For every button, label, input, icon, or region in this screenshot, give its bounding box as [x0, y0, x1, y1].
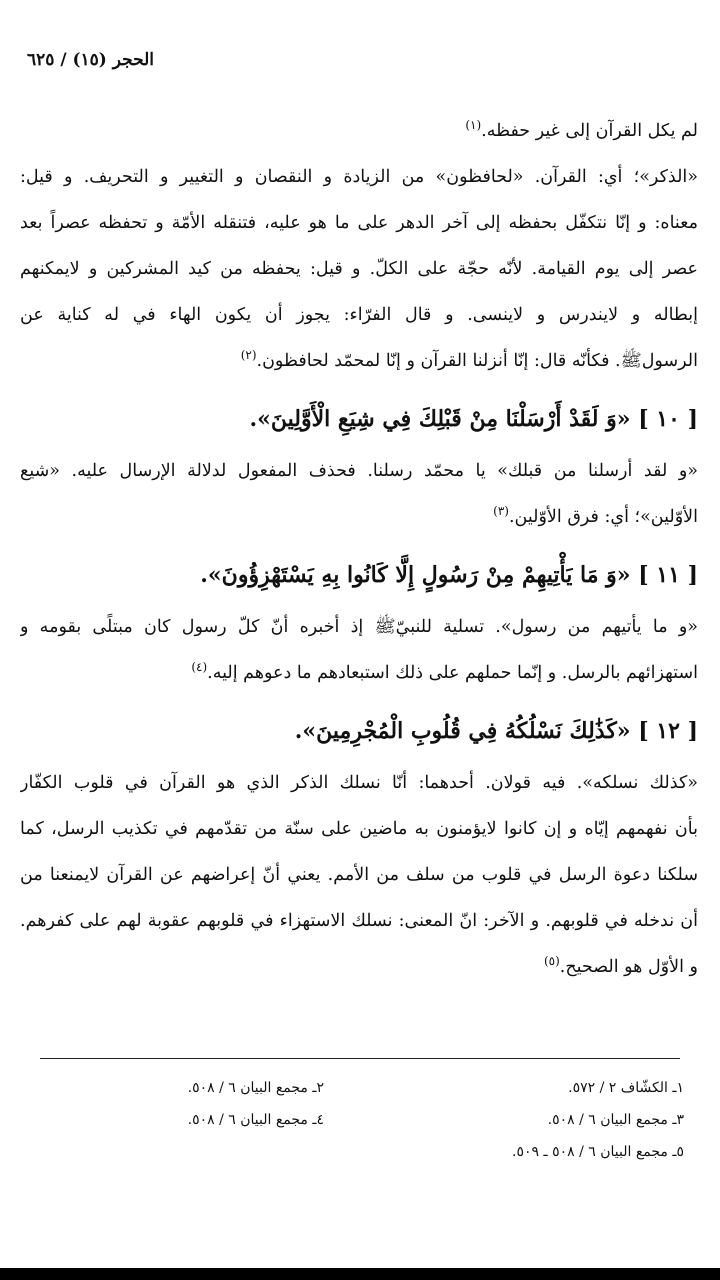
line-text: و الأوّل هو الصحيح. — [559, 957, 698, 977]
footnote-1: ١ـ الكشّاف ٢ / ٥٧٢. — [568, 1080, 684, 1096]
text-line: «الذكر»؛ أي: القرآن. «لحافظون» من الزيادة و النقصان و التغيير و التحريف. و قيل: — [20, 167, 698, 187]
line-text: الرسولﷺ. فكأنّه قال: إنّا أنزلنا القرآن و إنّا لمحمّد لحافظون. — [256, 351, 698, 371]
text-line — [20, 494, 698, 540]
footnotes — [34, 1072, 684, 1168]
text-line: «و لقد أرسلنا من قبلك» يا محمّد رسلنا. فحذف المفعول لدلالة الإرسال عليه. «شيع — [20, 461, 698, 481]
verse-heading-11: [ ١١ ] «وَ مَا يَأْتِيهِمْ مِنْ رَسُولٍ إِلَّا كَانُوا بِهِ يَسْتَهْزِؤُونَ». — [200, 562, 698, 588]
footnote-5: ٥ـ مجمع البيان ٦ / ٥٠٨ ـ ٥٠٩. — [512, 1144, 684, 1160]
footnote-row — [34, 1104, 684, 1136]
text-line: أن ندخله في قلوبهم. و الآخر: انّ المعنى: نسلك الاستهزاء في قلوبهم عقوبة لهم على كفرهم. — [20, 911, 698, 931]
line-text: الأوّلين»؛ أي: فرق الأوّلين. — [508, 507, 698, 527]
text-line: إبطاله و لايندرس و لاينسى. و قال الفرّاء: يجوز أن يكون الهاء في له كناية عن — [20, 305, 698, 325]
screen-bottom-bar — [0, 1268, 720, 1280]
footnote-row — [34, 1136, 684, 1168]
text-line: «و ما يأتيهم من رسول». تسلية للنبيّﷺ إذ أخبره أنّ كلّ رسول كان مبتلًى بقومه و — [20, 617, 698, 637]
footnote-ref[interactable]: (٤) — [191, 660, 208, 675]
footnote-3: ٣ـ مجمع البيان ٦ / ٥٠٨. — [547, 1112, 684, 1128]
text-line: معناه: و إنّا نتكفّل بحفظه إلى آخر الدهر على ما هو عليه، فتنقله الأمّة و تحفظه عصراً بعد — [20, 213, 698, 233]
page-body — [20, 108, 698, 990]
paragraph-1 — [20, 154, 698, 384]
text-line — [20, 944, 698, 990]
paragraph-3 — [20, 604, 698, 696]
footnote-row — [34, 1072, 684, 1104]
verse-heading-10: [ ١٠ ] «وَ لَقَدْ أَرْسَلْنَا مِنْ قَبْلِكَ فِي شِيَعِ الْأَوَّلِينَ». — [249, 406, 698, 432]
text-line: بأن نفهمهم إيّاه و إن كانوا لايؤمنون به ماضين على سنّة من تقدّمهم في تكذيب الرسل، كما — [20, 819, 698, 839]
paragraph-2 — [20, 448, 698, 540]
text-line: «كذلك نسلكه». فيه قولان. أحدهما: أنّا نسلك الذكر الذي هو القرآن في قلوب الكفّار — [20, 773, 698, 793]
line-text: استهزائهم بالرسل. و إنّما حملهم على ذلك استبعادهم ما دعوهم إليه. — [207, 663, 698, 683]
running-head: الحجر (١٥) / ٦٢٥ — [27, 50, 154, 70]
footnote-ref[interactable]: (٢) — [240, 348, 257, 363]
text-line — [20, 108, 698, 154]
line-text: لم يكل القرآن إلى غير حفظه. — [481, 121, 698, 141]
text-line: عصر إلى يوم القيامة. لأنّه حجّة على الكلّ. و قيل: يحفظه من كيد المشركين و لايمكنهم — [20, 259, 698, 279]
text-line — [20, 650, 698, 696]
footnote-ref[interactable]: (٥) — [543, 954, 560, 969]
paragraph-4 — [20, 760, 698, 990]
footnote-4: ٤ـ مجمع البيان ٦ / ٥٠٨. — [187, 1112, 324, 1128]
footnote-divider — [40, 1058, 680, 1059]
footnote-ref[interactable]: (١) — [465, 118, 482, 133]
footnote-ref[interactable]: (٣) — [493, 504, 509, 519]
text-line — [20, 338, 698, 384]
paragraph-0 — [20, 108, 698, 154]
verse-heading-12: [ ١٢ ] «كَذَٰلِكَ نَسْلُكُهُ فِي قُلُوبِ الْمُجْرِمِينَ». — [294, 718, 698, 744]
text-line: سلكنا دعوة الرسل في قلوب من سلف من الأمم. يعني أنّ إعراضهم عن القرآن لايمنعنا من — [20, 865, 698, 885]
footnote-2: ٢ـ مجمع البيان ٦ / ٥٠٨. — [187, 1080, 324, 1096]
